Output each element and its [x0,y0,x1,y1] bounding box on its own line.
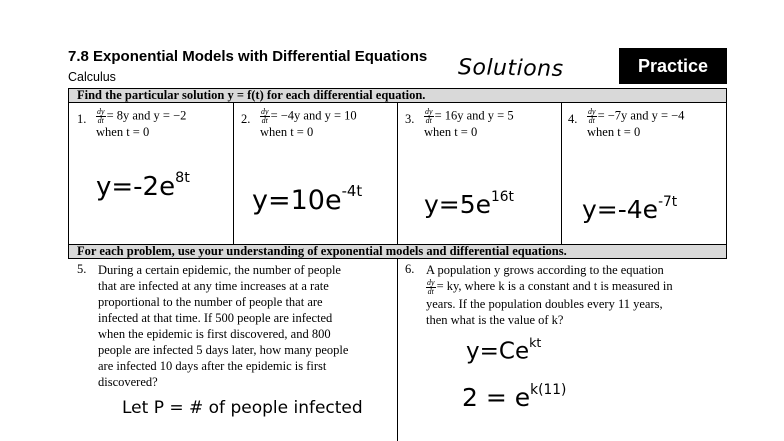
grid-line [68,103,69,244]
problem-5-statement: During a certain epidemic, the number of people that are infected at any time increases at a rate proportional to the number of people that are infected at that time. If 500 people are infected when the epidemic is first discovered, and 800 people are infected 5 days later, how many people are infected 10 days after the epidemic is first discovered? [98,263,349,389]
problem-4-statement: $\frac{dy}{dt}$ = −7y and y = −4 when t = 0 [587,107,685,139]
problem-4-answer: $y=-4e^{-7t}$ [582,193,678,224]
problem-6-number: 6. [405,262,415,276]
derivative-fraction: $\frac{dy}{dt}$ [261,107,269,125]
derivative-fraction: $\frac{dy}{dt}$ [97,107,105,125]
problem-6-statement: A population y grows according to the equation $\frac{dy}{dt}$ = ky, where k is a constant and t is measured in years. If the population doubles every 11 years, then what is the value of k? [426,263,673,327]
problem-3-number: 3. [405,112,415,126]
problem-1-number: 1. [77,112,87,126]
derivative-fraction: $\frac{dy}{dt}$ [425,107,433,125]
section2-instruction: For each problem, use your understanding of exponential models and differential equations. [68,244,727,259]
problem-4-number: 4. [568,112,578,126]
course-name: Calculus [68,70,116,84]
section1-instruction: Find the particular solution y = f(t) for each differential equation. [68,88,727,103]
solutions-handwritten-label: Solutions [457,55,564,82]
derivative-fraction: $\frac{dy}{dt}$ [588,107,596,125]
problem-3-statement: $\frac{dy}{dt}$ = 16y and y = 5 when t = 0 [424,107,514,139]
problem-2-statement: $\frac{dy}{dt}$ = −4y and y = 10 when t = 0 [260,107,357,139]
practice-badge: Practice [619,48,727,84]
derivative-fraction: $\frac{dy}{dt}$ [427,277,435,296]
grid-line [397,103,398,244]
problem-6-work-2: $2 = e^{k(11)}$ [462,381,567,412]
problem-6-work-1: $y=Ce^{kt}$ [466,335,542,365]
problem-3-answer: $y=5e^{16t}$ [424,188,514,219]
problem-1-answer: $y=-2e^{8t}$ [96,170,190,202]
grid-line [233,103,234,244]
problem-2-answer: $y=10e^{-4t}$ [252,182,363,216]
problem-2-number: 2. [241,112,251,126]
problem-5-number: 5. [77,262,87,276]
problem-5-work: Let P = # of people infected [122,398,363,418]
grid-line [561,103,562,244]
page-title: 7.8 Exponential Models with Differential Equations [68,48,428,65]
grid-line [726,103,727,244]
grid-line [397,259,398,441]
problem-1-statement: $\frac{dy}{dt}$ = 8y and y = −2 when t = 0 [96,107,187,139]
